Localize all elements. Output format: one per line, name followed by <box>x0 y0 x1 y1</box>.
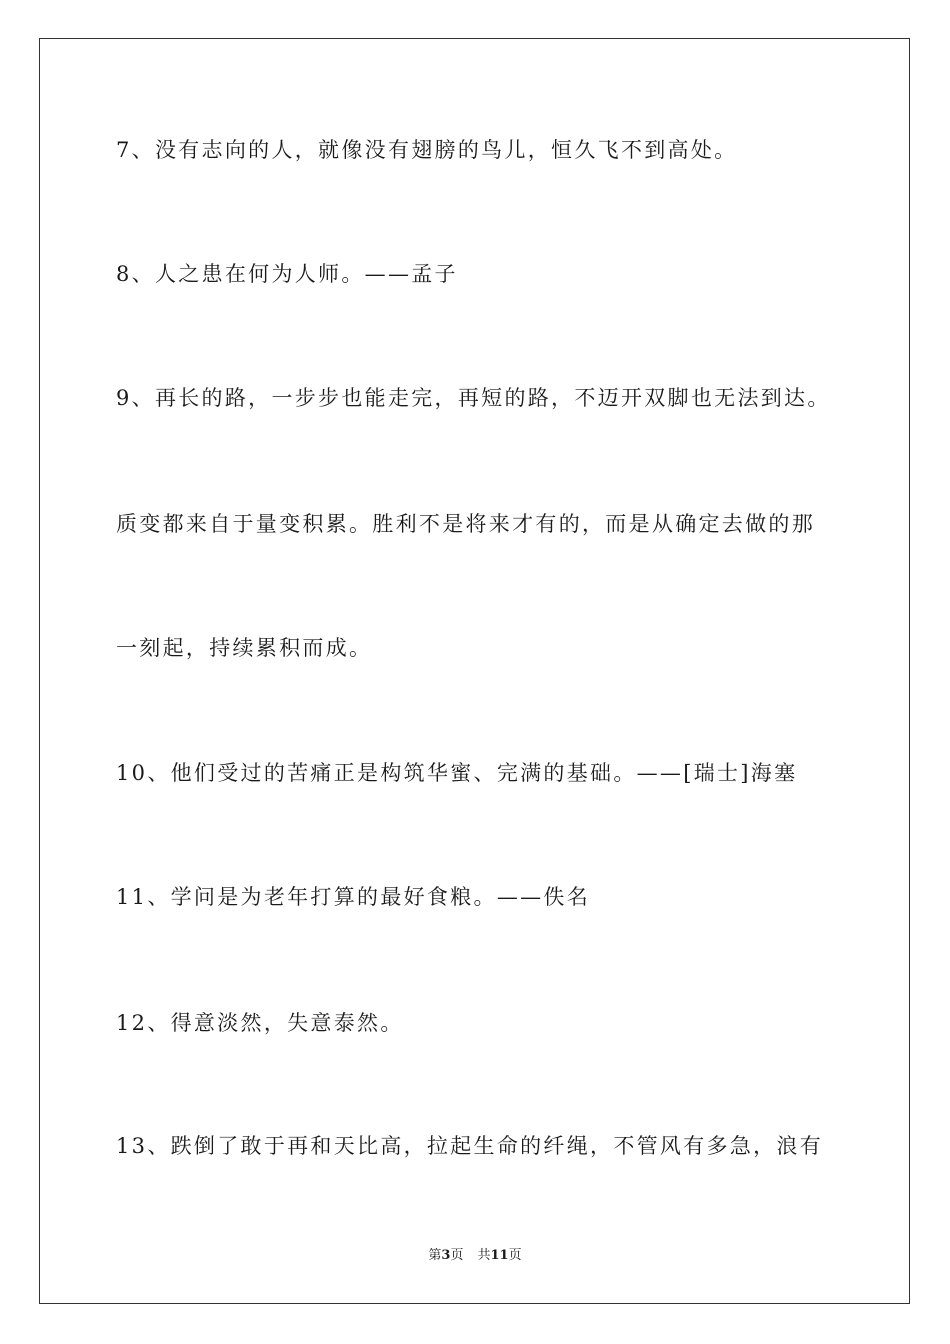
footer-total-suffix: 页 <box>508 1248 522 1263</box>
text-line-2: 8、人之患在何为人师。——孟子 <box>116 262 458 286</box>
footer-page-suffix: 页 <box>450 1248 464 1263</box>
text-line-4: 质变都来自于量变积累。胜利不是将来才有的，而是从确定去做的那 <box>116 512 815 536</box>
page-border <box>39 38 910 1304</box>
text-line-8: 12、得意淡然，失意泰然。 <box>116 1011 404 1035</box>
footer-total-pages: 11 <box>490 1248 509 1263</box>
page-footer <box>0 1247 950 1265</box>
text-line-6: 10、他们受过的苦痛正是构筑华蜜、完满的基础。——[瑞士]海塞 <box>116 761 798 785</box>
footer-page-prefix: 第 <box>428 1248 442 1263</box>
text-line-7: 11、学问是为老年打算的最好食粮。——佚名 <box>116 885 591 909</box>
footer-page-number: 3 <box>441 1248 451 1263</box>
footer-total-prefix: 共 <box>477 1248 491 1263</box>
text-line-5: 一刻起，持续累积而成。 <box>116 636 373 660</box>
text-line-9: 13、跌倒了敢于再和天比高，拉起生命的纤绳，不管风有多急，浪有 <box>116 1134 824 1158</box>
text-line-1: 7、没有志向的人，就像没有翅膀的鸟儿，恒久飞不到高处。 <box>116 138 738 162</box>
text-line-3: 9、再长的路，一步步也能走完，再短的路，不迈开双脚也无法到达。 <box>116 386 831 410</box>
